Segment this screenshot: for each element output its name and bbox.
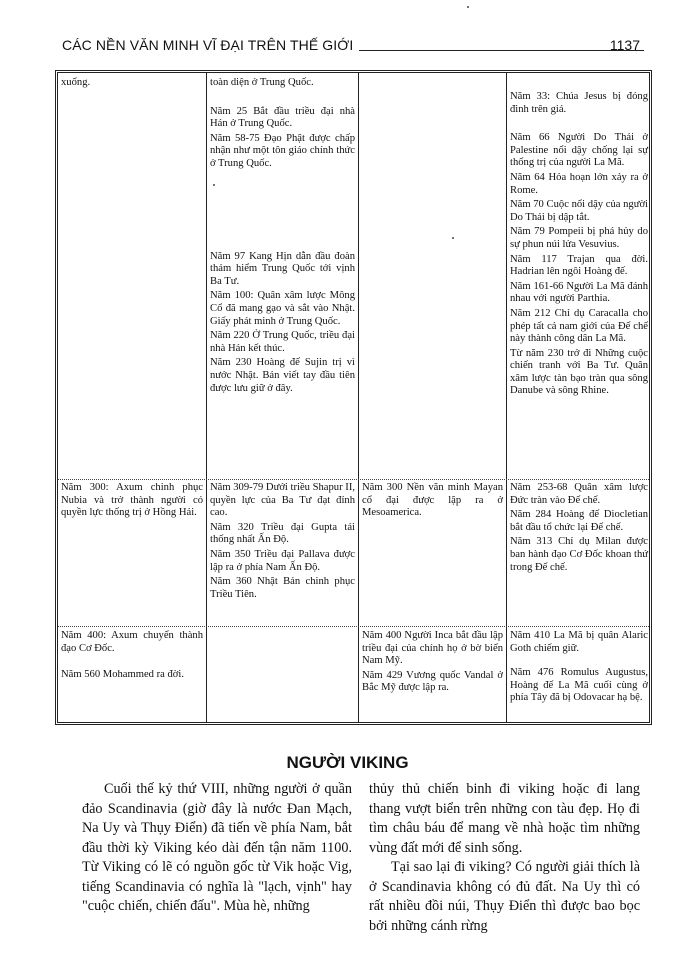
page-number: 1137 <box>609 37 640 53</box>
body-paragraph: thủy thủ chiến binh đi viking hoặc đi lang thang vượt biển trên những con tàu đẹp. Họ đi tìm châu báu để mang về nhà hoặc tìm những vùng đất mới để sinh sống. <box>369 781 640 856</box>
table-entry: Năm 476 Romulus Augustus, Hoàng đế La Mã cuối cùng ở phía Tây đã bị Odovacar hạ bệ. <box>510 667 648 704</box>
table-entry: Năm 70 Cuộc nổi dậy của người Do Thái bị dập tắt. <box>510 199 648 223</box>
scan-speck <box>213 184 215 186</box>
table-entry: Năm 410 La Mã bị quân Alaric Goth chiếm giữ. <box>510 630 648 654</box>
table-entry: Năm 300 Nền văn minh Mayan cổ đại được lập ra ở Mesoamerica. <box>362 482 503 519</box>
table-entry: Năm 161-66 Người La Mã đánh nhau với người Parthia. <box>510 280 648 305</box>
table-cell-col1-row400 <box>61 630 203 684</box>
table-entry: Năm 212 Chỉ dụ Caracalla cho phép tất cả nam giới của Đế chế này thành công dân La Mã. <box>510 307 648 345</box>
column-divider <box>506 73 507 722</box>
table-entry: Năm 100: Quân xâm lược Mông Cổ đã mang gạo và sắt vào Nhật. Giấy phát minh ở Trung Quốc. <box>210 290 355 327</box>
table-entry: Năm 253-68 Quân xâm lược Đức tràn vào Đế chế. <box>510 482 648 506</box>
table-entry: Từ năm 230 trở đi Những cuộc chiến tranh với Ba Tư. Quân xâm lược tàn bạo tràn qua sông Danube và sông Rhine. <box>510 347 648 397</box>
table-entry: Năm 350 Triều đại Pallava được lập ra ở phía Nam Ấn Độ. <box>210 548 355 573</box>
table-cell-col4-top <box>510 91 648 400</box>
book-title: CÁC NỀN VĂN MINH VĨ ĐẠI TRÊN THẾ GIỚI <box>62 37 354 53</box>
table-entry: Năm 79 Pompeii bị phá hủy do sự phun núi lửa Vesuvius. <box>510 226 648 250</box>
table-entry: Năm 429 Vương quốc Vandal ở Bắc Mỹ được lập ra. <box>362 669 503 694</box>
table-entry: Năm 33: Chúa Jesus bị đóng đinh trên giá. <box>510 91 648 115</box>
right-body-column <box>369 780 640 936</box>
table-entry: Năm 58-75 Đạo Phật được chấp nhận như một tôn giáo chính thức ở Trung Quốc. <box>210 132 355 169</box>
table-cell-col2-row300 <box>210 482 355 603</box>
table-entry: Năm 25 Bắt đầu triều đại nhà Hán ở Trung Quốc. <box>210 105 355 130</box>
table-cell-col1-top <box>61 77 203 92</box>
table-cell-col4-row400 <box>510 630 648 707</box>
table-entry: Năm 560 Mohammed ra đời. <box>61 669 184 681</box>
table-entry: toàn diện ở Trung Quốc. <box>210 77 314 88</box>
table-cell-col4-row300 <box>510 482 648 576</box>
table-cell-col3-row400 <box>362 630 503 697</box>
table-entry: Năm 230 Hoàng đế Sujin trị vì nước Nhật. Bản viết tay đầu tiên được lưu giữ ở đây. <box>210 357 355 394</box>
table-cell-col2-top <box>210 77 355 397</box>
table-entry: Năm 400: Axum chuyển thành đạo Cơ Đốc. <box>61 630 203 654</box>
table-entry: Năm 220 Ở Trung Quốc, triều đại nhà Hán kết thúc. <box>210 330 355 354</box>
table-entry: Năm 400 Người Inca bắt đầu lập triều đại của chính họ ở bờ biển Nam Mỹ. <box>362 630 503 667</box>
left-body-column <box>82 780 352 917</box>
table-entry: Năm 300: Axum chinh phục Nubia và trở thành người có quyền lực thống trị ở Hồng Hải. <box>61 482 203 519</box>
scan-speck <box>467 6 469 8</box>
table-entry: Năm 309-79 Dưới triều Shapur II, quyền lực của Ba Tư đạt đỉnh cao. <box>210 482 355 519</box>
table-entry: Năm 97 Kang Ηịn dẫn đầu đoàn thám hiểm Trung Quốc tới vịnh Ba Tư. <box>210 250 355 287</box>
section-title: NGƯỜI VIKING <box>286 753 409 772</box>
table-cell-col1-row300 <box>61 482 203 522</box>
table-cell-col3-row300 <box>362 482 503 522</box>
header-rule <box>359 50 644 51</box>
body-paragraph: Tại sao lại đi viking? Có người giải thích là ở Scandinavia không có đủ đất. Na Uy thì có rất nhiều đồi núi, Thụy Điển thì được bao bọc bởi những cánh rừng <box>369 859 640 934</box>
row-divider <box>58 626 649 627</box>
table-entry: Năm 360 Nhật Bản chinh phục Triều Tiên. <box>210 576 355 600</box>
table-entry: Năm 66 Người Do Thái ở Palestine nổi dậy chống lại sự thống trị của người La Mã. <box>510 132 648 169</box>
column-divider <box>358 73 359 722</box>
table-entry: Năm 117 Trajan qua đời. Hadrian lên ngôi Hoàng đế. <box>510 253 648 278</box>
table-entry: Năm 64 Hỏa hoạn lớn xảy ra ở Rome. <box>510 171 648 196</box>
table-entry: Năm 320 Triều đại Gupta tái thống nhất Ấn Độ. <box>210 521 355 546</box>
row-divider <box>58 479 649 480</box>
column-divider <box>206 73 207 722</box>
body-paragraph: Cuối thế kỷ thứ VIII, những người ở quần đảo Scandinavia (giờ đây là nước Đan Mạch, Na Uy và Thụy Điển) đã tiến về phía Nam, bắt đầu thời kỳ Viking kéo dài đến tận năm 1100. Từ Viking có lẽ có nguồn gốc từ Vik hoặc Vig, tiếng Scandinavia có nghĩa là "lạch, vịnh" hay "cuộc chiến, chiến đấu". Mùa hè, những <box>82 781 352 914</box>
table-entry: Năm 313 Chỉ dụ Milan được ban hành đạo Cơ Đốc khoan thứ trong Đế chế. <box>510 536 648 573</box>
table-entry: Năm 284 Hoàng đế Diocletian bắt đầu tổ chức lại Đế chế. <box>510 509 648 533</box>
table-entry: xuống. <box>61 77 91 88</box>
scan-speck <box>452 237 454 239</box>
timeline-table <box>55 70 652 725</box>
running-header <box>62 37 640 57</box>
